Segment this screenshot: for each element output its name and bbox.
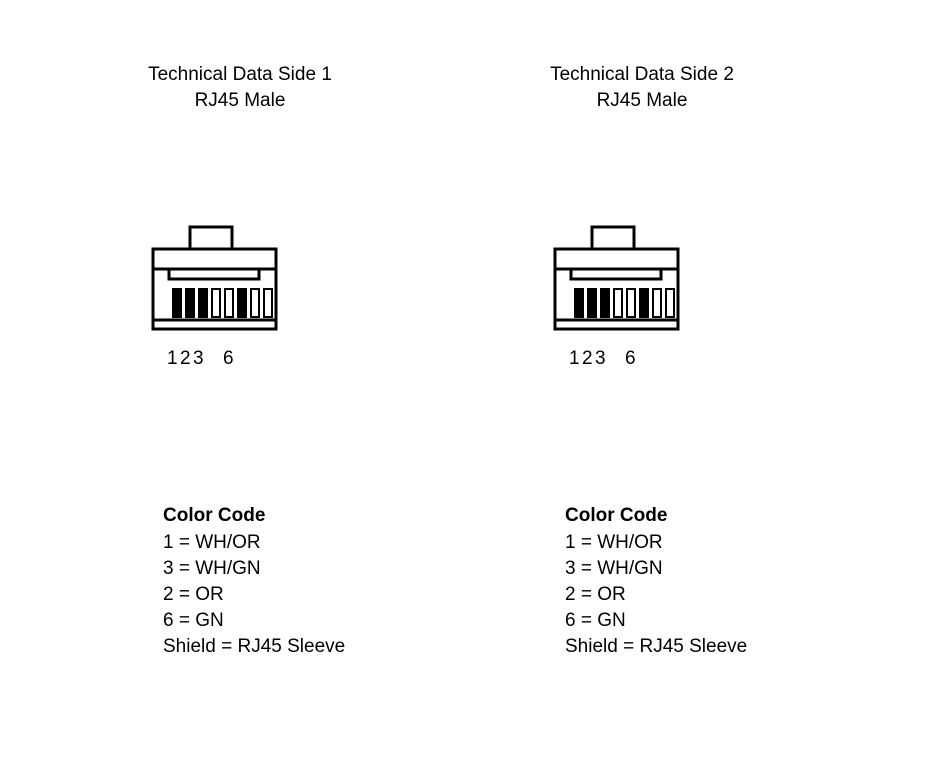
side-1-color-code-line-5: Shield = RJ45 Sleeve: [163, 636, 346, 657]
side-2-rj45-male-connector-icon: [547, 225, 707, 345]
side-2-pin-label-1: 1: [569, 348, 580, 369]
side-2-color-code-line-2: 3 = WH/GN: [565, 558, 663, 579]
side-2-heading-line-2: RJ45 Male: [596, 90, 688, 111]
side-2-color-code-line-3: 2 = OR: [565, 584, 626, 605]
side-1-color-code-line-2: 3 = WH/GN: [163, 558, 261, 579]
technical-data-side-1-panel: [60, 0, 480, 775]
side-2-color-code-line-1: 1 = WH/OR: [565, 532, 663, 553]
side-2-color-code-title: Color Code: [565, 505, 668, 526]
side-2-color-code-line-5: Shield = RJ45 Sleeve: [565, 636, 748, 657]
side-1-heading: [60, 62, 420, 114]
side-2-color-code-block: [565, 503, 747, 660]
side-1-pin-number-labels: [145, 348, 305, 372]
side-1-pin-label-1: 1: [167, 348, 178, 369]
side-2-color-code-line-4: 6 = GN: [565, 610, 626, 631]
side-1-color-code-line-3: 2 = OR: [163, 584, 224, 605]
side-1-color-code-line-4: 6 = GN: [163, 610, 224, 631]
side-1-heading-line-1: Technical Data Side 1: [148, 64, 332, 85]
side-1-pin-label-3: 3: [193, 348, 204, 369]
side-1-pin-label-6: 6: [223, 348, 234, 369]
side-2-pin-label-2: 2: [582, 348, 593, 369]
side-2-heading: [462, 62, 822, 114]
side-1-heading-line-2: RJ45 Male: [194, 90, 286, 111]
side-1-pin-label-2: 2: [180, 348, 191, 369]
side-1-color-code-block: [163, 503, 345, 660]
side-2-pin-label-6: 6: [625, 348, 636, 369]
side-2-pin-number-labels: [547, 348, 707, 372]
side-2-pin-label-3: 3: [595, 348, 606, 369]
technical-data-side-2-panel: [462, 0, 882, 775]
side-1-color-code-title: Color Code: [163, 505, 266, 526]
side-1-color-code-line-1: 1 = WH/OR: [163, 532, 261, 553]
side-2-heading-line-1: Technical Data Side 2: [550, 64, 734, 85]
side-1-rj45-male-connector-icon: [145, 225, 305, 345]
